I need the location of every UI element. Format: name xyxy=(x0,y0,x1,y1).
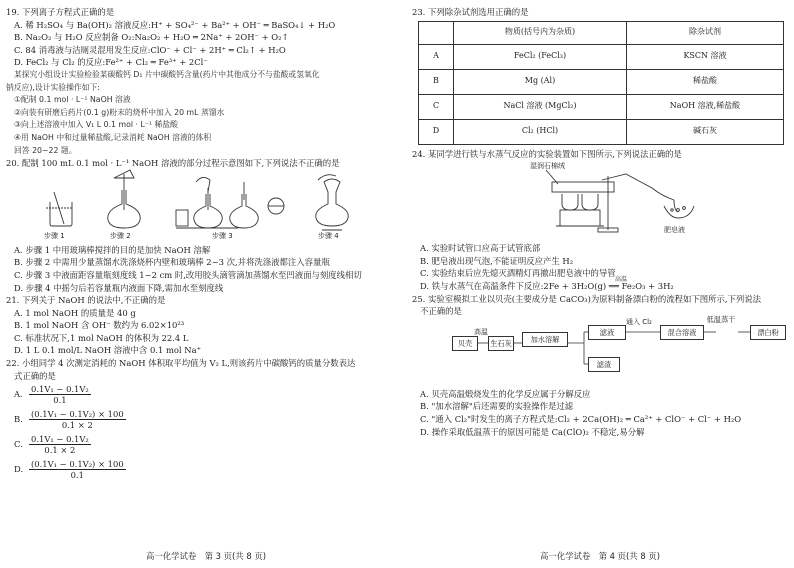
box-residue: 滤渣 xyxy=(588,357,620,372)
q21-option-a: A. 1 mol NaOH 的质量是 40 g xyxy=(14,307,136,318)
q22-option-b xyxy=(6,407,390,432)
box-quicklime: 生石灰 xyxy=(488,336,514,351)
q20-option-c: C. 步骤 3 中液面距容量瓶刻度线 1~2 cm 时,改用胶头滴管滴加蒸馏水至凹液面与刻度线相切 xyxy=(14,269,362,280)
option-label: B. xyxy=(14,414,23,425)
denominator: 0.1 × 2 xyxy=(44,445,76,456)
q25-option-b: B. "加水溶解"后还需要的实验操作是过滤 xyxy=(420,401,574,412)
q22-title-cont: 式正确的是 xyxy=(14,370,56,381)
option-label: D. xyxy=(14,464,24,475)
intro-line-2: 钠反应),设计实验操作如下: xyxy=(6,82,100,92)
q25-title: 25. 实验室模拟工业以贝壳(主要成分是 CaCO₃)为原料制备漂白粉的流程如下图所示,下列说法 xyxy=(412,293,761,304)
fig-label-step-4: 步骤 4 xyxy=(318,231,339,240)
label-soap-solution: 肥皂液 xyxy=(664,226,685,235)
box-dissolve: 加水溶解 xyxy=(522,332,568,347)
table-header-row xyxy=(419,21,784,44)
q22-option-c xyxy=(6,432,390,457)
table-header-cell: 除杂试剂 xyxy=(627,21,784,44)
solution-prep-figure xyxy=(6,170,390,244)
table-cell: C xyxy=(419,94,454,119)
q20-option-b: B. 步骤 2 中需用少量蒸馏水洗涤烧杯内壁和玻璃棒 2~3 次,并将洗涤液都注入容量瓶 xyxy=(14,257,330,268)
q19-option-a: A. 稀 H₂SO₄ 与 Ba(OH)₂ 溶液反应:H⁺ + SO₄²⁻ + Ba²⁺ + OH⁻ ═ BaSO₄↓ + H₂O xyxy=(14,19,336,30)
fraction xyxy=(29,409,126,430)
q24-option-a: A. 实验时试管口应高于试管底部 xyxy=(420,243,541,254)
q21-option-d: D. 1 L 0.1 mol/L NaOH 溶液中含 0.1 mol Na⁺ xyxy=(14,345,202,356)
answer-range: 回答 20~22 题。 xyxy=(14,145,77,155)
q19-option-d: D. FeCl₂ 与 Cl₂ 的反应:Fe²⁺ + Cl₂ ═ Fe³⁺ + 2Cl⁻ xyxy=(14,57,208,68)
box-filtrate: 滤液 xyxy=(588,325,626,340)
fraction xyxy=(29,459,126,480)
numerator: 0.1V₁ − 0.1V₂ xyxy=(31,384,89,395)
fraction xyxy=(29,384,91,405)
table-cell: Cl₂ (HCl) xyxy=(454,119,627,144)
denominator: 0.1 × 2 xyxy=(61,420,93,431)
numerator: (0.1V₁ − 0.1V₂) × 100 xyxy=(31,459,124,470)
fig-label-step-3: 步骤 3 xyxy=(212,231,233,240)
table-cell: A xyxy=(419,44,454,69)
table-row xyxy=(419,94,784,119)
q25-title-cont: 不正确的是 xyxy=(420,306,462,317)
box-bleach-powder: 漂白粉 xyxy=(750,325,786,340)
q19-option-b: B. Na₂O₂ 与 H₂O 反应制备 O₂:Na₂O₂ + H₂O ═ 2Na⁺ + 2OH⁻ + O₂↑ xyxy=(14,32,289,43)
numerator: (0.1V₁ − 0.1V₂) × 100 xyxy=(31,409,124,420)
table-cell: 稀盐酸 xyxy=(627,69,784,94)
table-cell: B xyxy=(419,69,454,94)
table-header-cell xyxy=(419,21,454,44)
label-low-temp-dry: 低温蒸干 xyxy=(706,314,736,324)
fig-label-step-2: 步骤 2 xyxy=(110,231,131,240)
table-cell: NaCl 溶液 (MgCl₂) xyxy=(454,94,627,119)
label-high-temp: 高温 xyxy=(474,327,488,336)
table-cell: 碱石灰 xyxy=(627,119,784,144)
step-1: ①配制 0.1 mol · L⁻¹ NaOH 溶液 xyxy=(14,95,131,105)
q19-option-c: C. 84 消毒液与洁厕灵混用发生反应:ClO⁻ + Cl⁻ + 2H⁺ ═ Cl₂↑ + H₂O xyxy=(14,44,286,55)
reagent-table xyxy=(418,21,784,145)
table-row xyxy=(419,119,784,144)
q22-option-d xyxy=(6,457,390,482)
q20-option-d: D. 步骤 4 中摇匀后若容量瓶内液面下降,需加水至刻度线 xyxy=(14,282,224,293)
iron-steam-figure xyxy=(412,160,788,242)
step-2: ②向装有研磨后药片(0.1 g)粉末的烧杯中加入 20 mL 蒸馏水 xyxy=(14,107,225,117)
page-3 xyxy=(6,6,390,482)
q21-title: 21. 下列关于 NaOH 的说法中,不正确的是 xyxy=(6,295,166,306)
box-shell: 贝壳 xyxy=(452,336,478,351)
step-4: ④用 NaOH 中和过量稀盐酸,记录消耗 NaOH 溶液的体积 xyxy=(14,132,212,142)
bleach-flowchart xyxy=(412,314,788,388)
table-cell: NaOH 溶液,稀盐酸 xyxy=(627,94,784,119)
q19-title: 19. 下列离子方程式正确的是 xyxy=(6,7,115,17)
footer-page-4: 高一化学试卷 第 4 页(共 8 页) xyxy=(540,551,660,561)
q24-option-d xyxy=(412,275,788,293)
q24-option-d-text: D. 铁与水蒸气在高温条件下反应:2Fe + 3H₂O(g) ══ Fe₂O₃ + 3H₂ xyxy=(420,280,674,291)
q24-title: 24. 某同学进行铁与水蒸气反应的实验装置如下图所示,下列说法正确的是 xyxy=(412,148,682,159)
step-3: ③向上述溶液中加入 V₁ L 0.1 mol · L⁻¹ 稀盐酸 xyxy=(14,120,178,130)
table-cell: D xyxy=(419,119,454,144)
iron-steam-apparatus xyxy=(412,160,788,242)
denominator: 0.1 xyxy=(70,470,84,481)
table-header-cell: 物质(括号内为杂质) xyxy=(454,21,627,44)
fraction xyxy=(29,434,91,455)
table-cell: FeCl₂ (FeCl₃) xyxy=(454,44,627,69)
page-4 xyxy=(412,6,788,438)
label-pass-cl2: 通入 Cl₂ xyxy=(626,317,652,326)
numerator: 0.1V₁ − 0.1V₂ xyxy=(31,434,89,445)
denominator: 0.1 xyxy=(53,395,67,406)
q22-option-a xyxy=(6,382,390,407)
q23-title: 23. 下列除杂试剂选用正确的是 xyxy=(412,7,529,17)
option-label: A. xyxy=(14,389,23,400)
reaction-condition: 高温 xyxy=(615,275,628,283)
q25-option-d: D. 操作采取低温蒸干的原因可能是 Ca(ClO)₂ 不稳定,易分解 xyxy=(420,426,645,437)
q21-option-c: C. 标准状况下,1 mol NaOH 的体积为 22.4 L xyxy=(14,332,189,343)
box-mixed-solution: 混合溶液 xyxy=(660,325,704,340)
q20-option-a: A. 步骤 1 中用玻璃棒搅拌的目的是加快 NaOH 溶解 xyxy=(14,244,211,255)
table-cell: Mg (Al) xyxy=(454,69,627,94)
q20-title: 20. 配制 100 mL 0.1 mol · L⁻¹ NaOH 溶液的部分过程示意图如下,下列说法不正确的是 xyxy=(6,158,340,169)
table-row xyxy=(419,44,784,69)
fig-label-step-1: 步骤 1 xyxy=(44,231,65,240)
q25-option-c: C. "通入 Cl₂"时发生的离子方程式是:Cl₂ + 2Ca(OH)₂ ═ Ca²⁺ + ClO⁻ + Cl⁻ + H₂O xyxy=(420,413,742,424)
table-cell: KSCN 溶液 xyxy=(627,44,784,69)
intro-line-1: 某探究小组设计实验检验某碳酸钙 D₁ 片中碳酸钙含量(药片中其他成分不与盐酸或氢氧化 xyxy=(14,69,320,79)
q24-option-b: B. 肥皂液出现气泡,不能证明反应产生 H₂ xyxy=(420,255,574,266)
q22-title: 22. 小组同学 4 次测定消耗的 NaOH 体积取平均值为 V₂ L,则该药片中碳酸钙的质量分数表达 xyxy=(6,358,356,369)
q24-option-c: C. 实验结束后应先熄灭酒精灯再撤出肥皂液中的导管 xyxy=(420,268,616,279)
option-label: C. xyxy=(14,439,23,450)
q21-option-b: B. 1 mol NaOH 含 OH⁻ 数约为 6.02×10²³ xyxy=(14,320,185,331)
q25-option-a: A. 贝壳高温煅烧发生的化学反应属于分解反应 xyxy=(420,388,591,399)
table-row xyxy=(419,69,784,94)
label-wet-asbestos: 湿润石棉绒 xyxy=(530,162,565,171)
footer-page-3: 高一化学试卷 第 3 页(共 8 页) xyxy=(146,551,266,561)
